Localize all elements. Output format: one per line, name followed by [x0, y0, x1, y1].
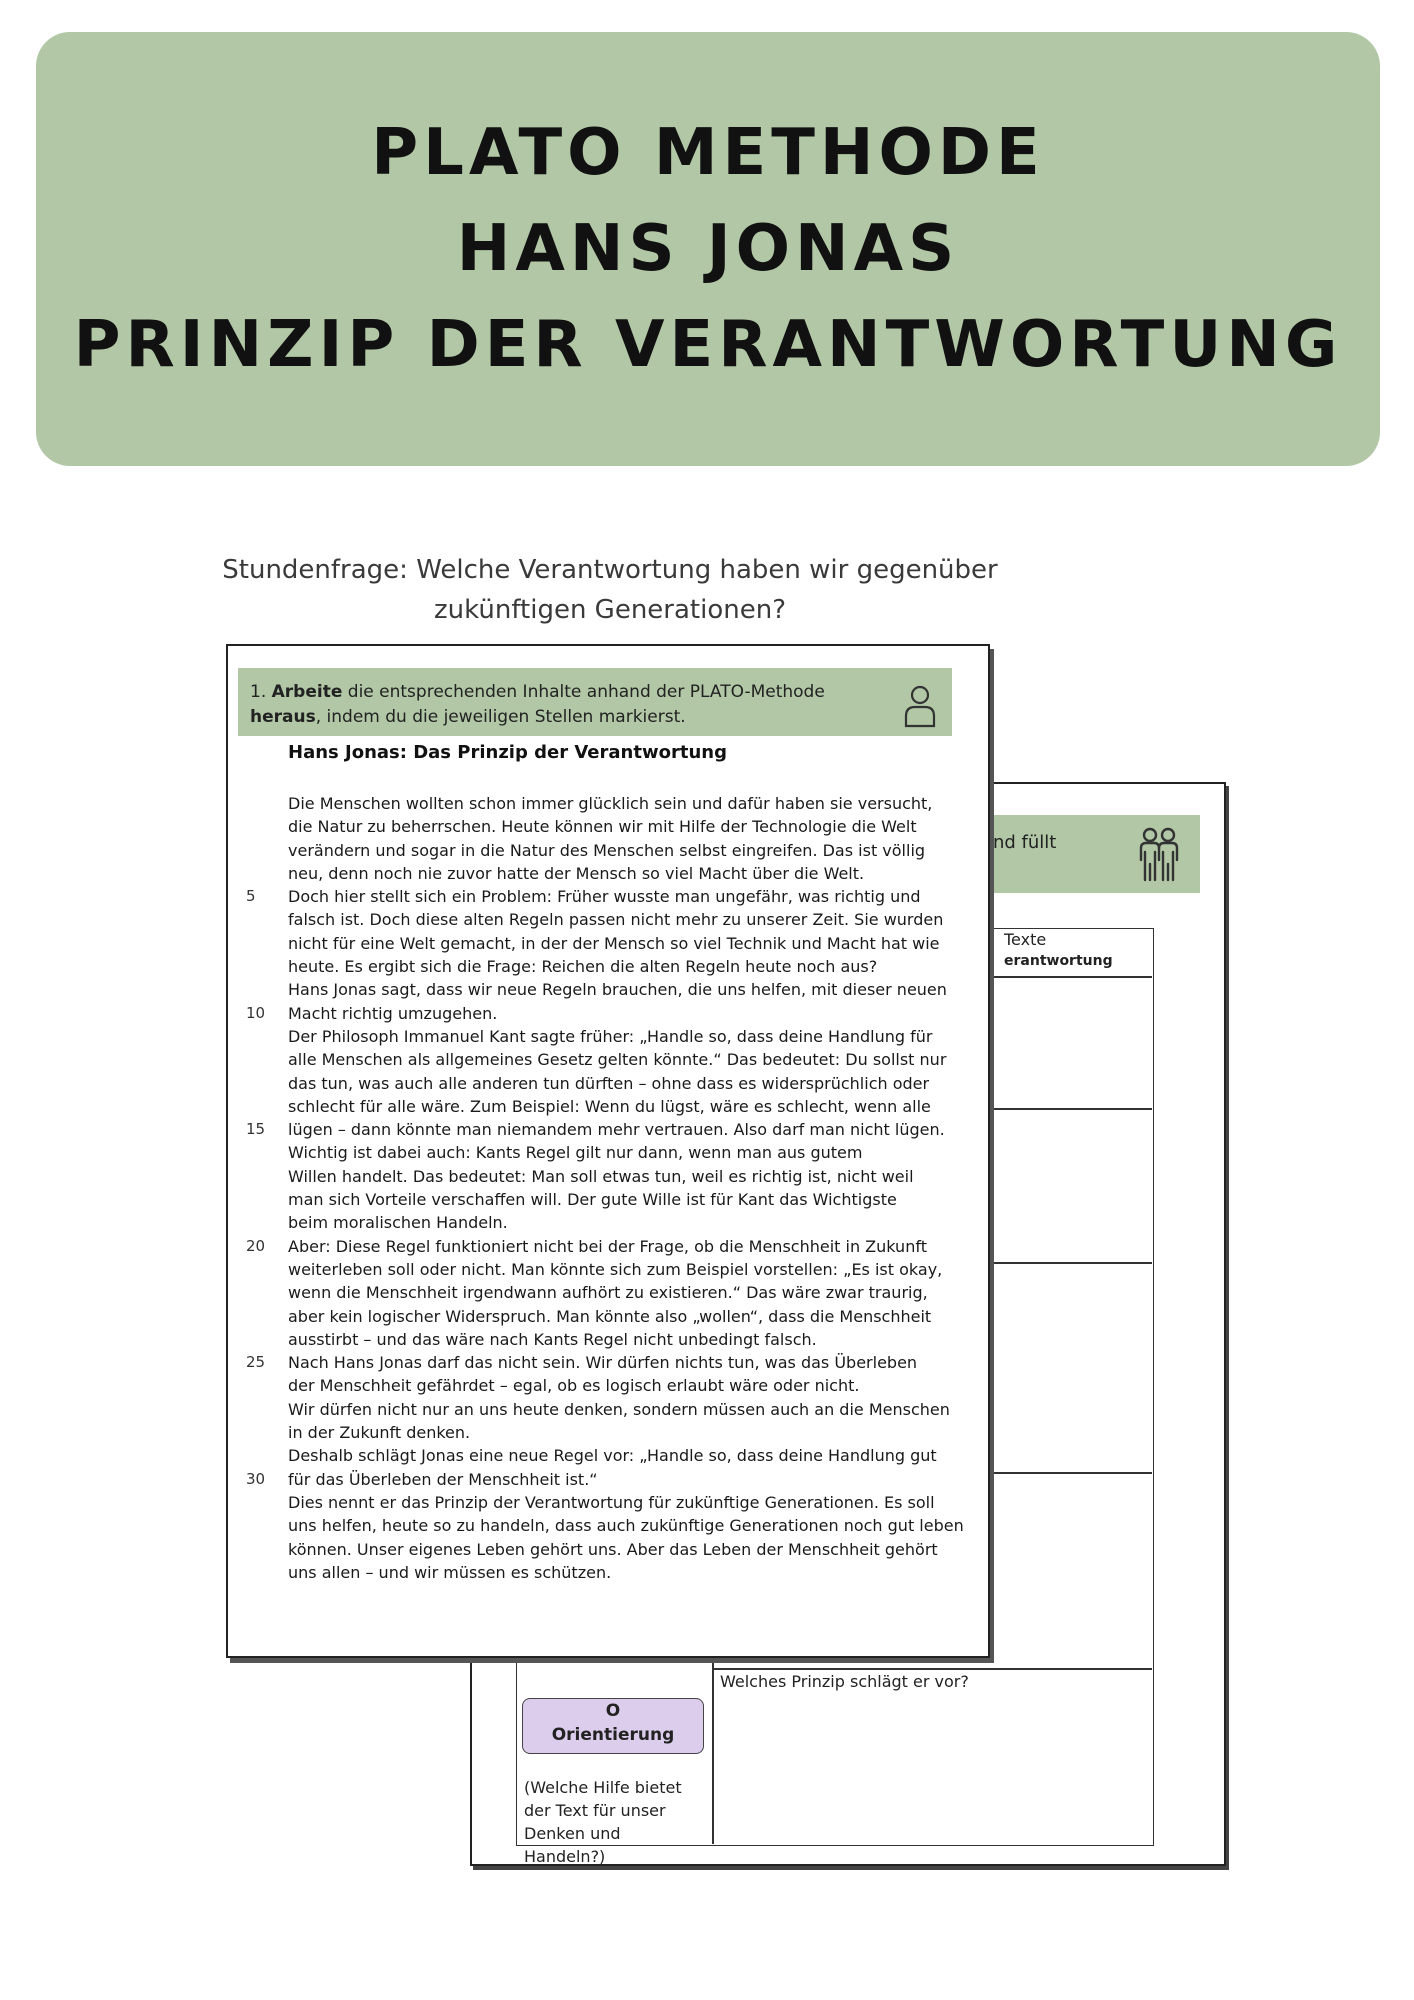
text-line [246, 885, 926, 908]
text-line [246, 1328, 926, 1351]
line-text: ausstirbt – und das wäre nach Kants Regel nicht unbedingt falsch. [288, 1329, 817, 1349]
line-text: Willen handelt. Das bedeutet: Man soll etwas tun, weil es richtig ist, nicht weil [288, 1166, 914, 1186]
text-line [246, 1235, 926, 1258]
line-text: verändern und sogar in die Natur des Menschen selbst eingreifen. Das ist völlig [288, 840, 926, 860]
text-line [246, 1421, 926, 1444]
text-line [246, 1491, 935, 1514]
line-text: Wichtig ist dabei auch: Kants Regel gilt nur dann, wenn man aus gutem [288, 1143, 863, 1163]
line-text: nicht für eine Welt gemacht, in der der Mensch so viel Technik und Macht hat wie [288, 933, 940, 953]
line-text: neu, denn noch nie zuvor hatte der Mensch so viel Macht über die Welt. [288, 863, 865, 883]
line-text: Aber: Diese Regel funktioniert nicht bei der Frage, ob die Menschheit in Zukunft [288, 1236, 927, 1256]
line-text: Nach Hans Jonas darf das nicht sein. Wir dürfen nichts tun, was das Überleben [288, 1353, 918, 1373]
text-line [246, 1002, 926, 1025]
line-text: uns helfen, heute so zu handeln, dass auch zukünftige Generationen noch gut leben [288, 1516, 964, 1536]
orientation-label-box [522, 1698, 704, 1754]
text-line [246, 978, 947, 1001]
line-text: alle Menschen als allgemeines Gesetz gelten könnte.“ Das bedeutet: Du sollst nur [288, 1050, 947, 1070]
orientation-label: Orientierung [551, 1725, 675, 1745]
orientation-letter: O [605, 1701, 621, 1721]
text-line [246, 908, 944, 931]
text-line [246, 1351, 926, 1374]
text-line [246, 932, 940, 955]
line-number: 25 [246, 1353, 266, 1372]
banner-title-line-3: PRINZIP DER VERANTWORTUNG [73, 308, 1343, 382]
line-text: Macht richtig umzugehen. [288, 1003, 498, 1023]
line-text: die Natur zu beherrschen. Heute können wir mit Hilfe der Technologie die Welt [288, 817, 917, 837]
title-banner [36, 32, 1380, 466]
text-line [246, 1561, 926, 1584]
banner-title-line-2: HANS JONAS [456, 212, 960, 286]
line-text: Der Philosoph Immanuel Kant sagte früher: „Handle so, dass deine Handlung für [288, 1026, 933, 1046]
orientation-note: (Welche Hilfe bietet der Text für unser Denken und Handeln?) [524, 1778, 682, 1866]
line-text: falsch ist. Doch diese alten Regeln passen nicht mehr zu unserer Zeit. Sie wurden [288, 910, 944, 930]
line-number: 30 [246, 1469, 266, 1488]
line-text: Deshalb schlägt Jonas eine neue Regel vor: „Handle so, dass deine Handlung gut [288, 1446, 937, 1466]
task-verb-2: heraus [250, 707, 316, 727]
text-line [246, 1281, 926, 1304]
line-text: schlecht für alle wäre. Zum Beispiel: Wenn du lügst, wäre es schlecht, wenn alle [288, 1096, 931, 1116]
task-number: 1. [250, 682, 267, 702]
line-text: weiterleben soll oder nicht. Man könnte sich zum Beispiel vorstellen: „Es ist okay, [288, 1259, 943, 1279]
line-text: heute. Es ergibt sich die Frage: Reichen die alten Regeln heute noch aus? [288, 957, 878, 977]
line-number: 5 [246, 887, 256, 906]
text-line [246, 1305, 932, 1328]
table-header-verantwortung: erantwortung [1004, 953, 1113, 969]
line-text: für das Überleben der Menschheit ist.“ [288, 1469, 598, 1489]
text-line [246, 1188, 926, 1211]
two-people-icon [1135, 826, 1183, 886]
table-header-texte: Texte [1004, 930, 1047, 949]
text-line [246, 1374, 926, 1397]
task-verb-1: Arbeite [271, 682, 343, 702]
line-number: 15 [246, 1120, 266, 1139]
line-text: lügen – dann könnte man niemandem mehr vertrauen. Also darf man nicht lügen. [288, 1120, 945, 1140]
text-line [246, 792, 933, 815]
text-line [246, 1468, 926, 1491]
line-text: Hans Jonas sagt, dass wir neue Regeln brauchen, die uns helfen, mit dieser neuen [288, 980, 947, 1000]
line-number: 10 [246, 1003, 266, 1022]
line-text: in der Zukunft denken. [288, 1423, 471, 1443]
text-line [246, 1118, 945, 1141]
text-line [246, 1141, 926, 1164]
line-text: beim moralischen Handeln. [288, 1213, 508, 1233]
task-end: , indem du die jeweiligen Stellen markierst. [315, 707, 686, 727]
text-line [246, 1211, 926, 1234]
person-icon [903, 684, 937, 728]
reading-text [246, 792, 964, 1584]
line-text: aber kein logischer Widerspruch. Man könnte also „wollen“, dass die Menschheit [288, 1306, 932, 1326]
text-line [246, 815, 926, 838]
banner-title-line-1: PLATO METHODE [371, 116, 1045, 190]
text-line [246, 1025, 933, 1048]
table-row-divider [712, 1668, 1152, 1670]
back-task-text: nd füllt [993, 832, 1057, 853]
task-middle: die entsprechenden Inhalte anhand der PLATO-Methode [342, 682, 825, 702]
text-line [246, 1258, 943, 1281]
line-text: uns allen – und wir müssen es schützen. [288, 1562, 612, 1582]
task-instruction [250, 680, 870, 730]
line-text: man sich Vorteile verschaffen will. Der gute Wille ist für Kant das Wichtigste [288, 1190, 897, 1210]
text-title: Hans Jonas: Das Prinzip der Verantwortung [288, 742, 727, 763]
line-text: der Menschheit gefährdet – egal, ob es logisch erlaubt wäre oder nicht. [288, 1376, 860, 1396]
text-line [246, 955, 926, 978]
line-text: Dies nennt er das Prinzip der Verantwortung für zukünftige Generationen. Es soll [288, 1492, 935, 1512]
lesson-question [210, 550, 1010, 630]
line-text: können. Unser eigenes Leben gehört uns. Aber das Leben der Menschheit gehört [288, 1539, 938, 1559]
line-number: 20 [246, 1236, 266, 1255]
line-text: wenn die Menschheit irgendwann aufhört zu existieren.“ Das wäre zwar traurig, [288, 1283, 928, 1303]
text-line [246, 1398, 950, 1421]
text-line [246, 1444, 937, 1467]
text-line [246, 1072, 930, 1095]
text-line [246, 1165, 926, 1188]
text-line [246, 1538, 938, 1561]
text-line [246, 1095, 931, 1118]
line-text: Wir dürfen nicht nur an uns heute denken, sondern müssen auch an die Menschen [288, 1399, 950, 1419]
line-text: das tun, was auch alle anderen tun dürften – ohne dass es widersprüchlich oder [288, 1073, 930, 1093]
prinzip-question: Welches Prinzip schlägt er vor? [720, 1672, 969, 1691]
text-line [246, 839, 926, 862]
text-line [246, 1514, 964, 1537]
text-line [246, 1048, 947, 1071]
lesson-question-line-1: Stundenfrage: Welche Verantwortung haben wir gegenüber [222, 555, 998, 585]
lesson-question-line-2: zukünftigen Generationen? [433, 595, 786, 625]
text-line [246, 862, 926, 885]
line-text: Die Menschen wollten schon immer glücklich sein und dafür haben sie versucht, [288, 794, 933, 813]
line-text: Doch hier stellt sich ein Problem: Früher wusste man ungefähr, was richtig und [288, 887, 921, 907]
